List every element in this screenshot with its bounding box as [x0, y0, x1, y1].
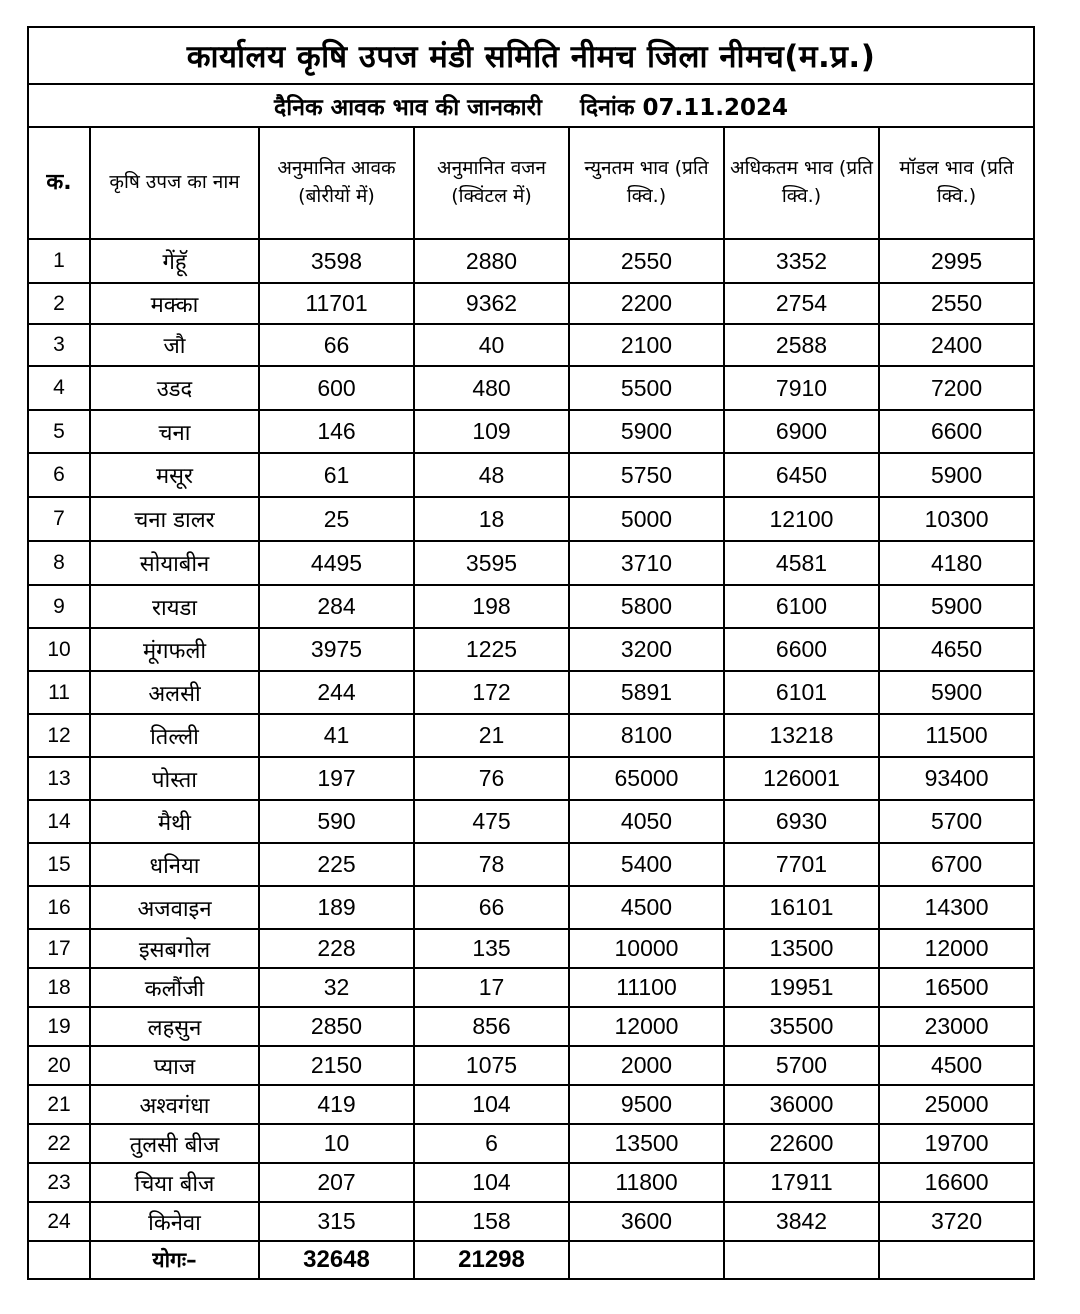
row-max-price: 2588: [724, 324, 879, 366]
row-arrival-bags: 11701: [259, 283, 414, 324]
table-row: [28, 410, 1034, 453]
column-header-min-price: न्युनतम भाव (प्रति क्वि.): [569, 127, 724, 239]
row-max-price: 6101: [724, 671, 879, 714]
row-crop-name: मक्का: [90, 283, 259, 324]
row-min-price: 2100: [569, 324, 724, 366]
row-modal-price: 6700: [879, 843, 1034, 886]
row-min-price: 4500: [569, 886, 724, 929]
row-max-price: 17911: [724, 1163, 879, 1202]
table-row: [28, 541, 1034, 585]
row-max-price: 36000: [724, 1085, 879, 1124]
row-max-price: 3352: [724, 239, 879, 283]
row-crop-name: उडद: [90, 366, 259, 410]
table-row: [28, 1085, 1034, 1124]
row-min-price: 13500: [569, 1124, 724, 1163]
row-modal-price: 16600: [879, 1163, 1034, 1202]
row-modal-price: 19700: [879, 1124, 1034, 1163]
row-crop-name: रायडा: [90, 585, 259, 628]
row-arrival-bags: 4495: [259, 541, 414, 585]
row-serial: 7: [28, 497, 90, 541]
row-crop-name: मसूर: [90, 453, 259, 497]
row-max-price: 13500: [724, 929, 879, 968]
table-row: [28, 714, 1034, 757]
row-serial: 13: [28, 757, 90, 800]
row-min-price: 5900: [569, 410, 724, 453]
row-min-price: 5500: [569, 366, 724, 410]
table-row: [28, 1124, 1034, 1163]
row-modal-price: 12000: [879, 929, 1034, 968]
row-min-price: 4050: [569, 800, 724, 843]
row-serial: 2: [28, 283, 90, 324]
row-serial: 21: [28, 1085, 90, 1124]
row-max-price: 126001: [724, 757, 879, 800]
table-row: [28, 453, 1034, 497]
row-modal-price: 10300: [879, 497, 1034, 541]
row-min-price: 11800: [569, 1163, 724, 1202]
table-row: [28, 497, 1034, 541]
row-arrival-bags: 197: [259, 757, 414, 800]
table-row: [28, 239, 1034, 283]
row-crop-name: गेंहूॅ: [90, 239, 259, 283]
row-arrival-bags: 41: [259, 714, 414, 757]
row-max-price: 19951: [724, 968, 879, 1007]
row-max-price: 6600: [724, 628, 879, 671]
row-crop-name: चिया बीज: [90, 1163, 259, 1202]
row-modal-price: 4180: [879, 541, 1034, 585]
row-arrival-bags: 225: [259, 843, 414, 886]
row-arrival-weight: 104: [414, 1085, 569, 1124]
table-row: [28, 324, 1034, 366]
row-min-price: 5891: [569, 671, 724, 714]
total-empty-cell: [879, 1241, 1034, 1279]
table-row: [28, 1163, 1034, 1202]
row-max-price: 12100: [724, 497, 879, 541]
row-serial: 12: [28, 714, 90, 757]
row-min-price: 3710: [569, 541, 724, 585]
row-max-price: 7910: [724, 366, 879, 410]
row-serial: 5: [28, 410, 90, 453]
row-max-price: 7701: [724, 843, 879, 886]
row-arrival-bags: 590: [259, 800, 414, 843]
row-crop-name: अजवाइन: [90, 886, 259, 929]
row-serial: 16: [28, 886, 90, 929]
table-row: [28, 1007, 1034, 1046]
row-modal-price: 4650: [879, 628, 1034, 671]
row-max-price: 13218: [724, 714, 879, 757]
row-max-price: 35500: [724, 1007, 879, 1046]
row-min-price: 2000: [569, 1046, 724, 1085]
row-crop-name: प्याज: [90, 1046, 259, 1085]
row-crop-name: तुलसी बीज: [90, 1124, 259, 1163]
row-arrival-weight: 475: [414, 800, 569, 843]
row-modal-price: 5900: [879, 453, 1034, 497]
row-modal-price: 93400: [879, 757, 1034, 800]
row-arrival-bags: 3975: [259, 628, 414, 671]
column-header-arrival-weight: अनुमानित वजन (क्विंटल में): [414, 127, 569, 239]
row-serial: 1: [28, 239, 90, 283]
row-arrival-bags: 315: [259, 1202, 414, 1241]
row-min-price: 5750: [569, 453, 724, 497]
row-arrival-weight: 40: [414, 324, 569, 366]
row-min-price: 65000: [569, 757, 724, 800]
row-min-price: 12000: [569, 1007, 724, 1046]
row-arrival-bags: 61: [259, 453, 414, 497]
row-serial: 4: [28, 366, 90, 410]
column-header-serial: क.: [28, 127, 90, 239]
row-crop-name: चना डालर: [90, 497, 259, 541]
mandi-rate-sheet: [27, 26, 1033, 1280]
row-modal-price: 5900: [879, 585, 1034, 628]
row-arrival-weight: 76: [414, 757, 569, 800]
row-min-price: 10000: [569, 929, 724, 968]
row-min-price: 9500: [569, 1085, 724, 1124]
row-min-price: 2550: [569, 239, 724, 283]
report-date: दिनांक 07.11.2024: [579, 94, 789, 121]
row-modal-price: 6600: [879, 410, 1034, 453]
table-row: [28, 929, 1034, 968]
row-arrival-weight: 9362: [414, 283, 569, 324]
row-min-price: 5800: [569, 585, 724, 628]
row-modal-price: 25000: [879, 1085, 1034, 1124]
row-serial: 15: [28, 843, 90, 886]
report-subtitle-label: दैनिक आवक भाव की जानकारी: [274, 94, 542, 121]
row-arrival-weight: 18: [414, 497, 569, 541]
row-arrival-bags: 2150: [259, 1046, 414, 1085]
row-max-price: 6900: [724, 410, 879, 453]
row-crop-name: अश्वगंधा: [90, 1085, 259, 1124]
total-empty-cell: [28, 1241, 90, 1279]
row-crop-name: जौ: [90, 324, 259, 366]
row-arrival-weight: 78: [414, 843, 569, 886]
row-arrival-bags: 146: [259, 410, 414, 453]
column-header-crop-name: कृषि उपज का नाम: [90, 127, 259, 239]
row-arrival-bags: 600: [259, 366, 414, 410]
row-max-price: 4581: [724, 541, 879, 585]
row-arrival-bags: 10: [259, 1124, 414, 1163]
row-serial: 11: [28, 671, 90, 714]
row-serial: 14: [28, 800, 90, 843]
row-serial: 9: [28, 585, 90, 628]
row-serial: 23: [28, 1163, 90, 1202]
row-arrival-weight: 21: [414, 714, 569, 757]
table-row: [28, 757, 1034, 800]
row-min-price: 3600: [569, 1202, 724, 1241]
row-modal-price: 5700: [879, 800, 1034, 843]
table-row: [28, 283, 1034, 324]
table-row: [28, 585, 1034, 628]
row-crop-name: धनिया: [90, 843, 259, 886]
table-row: [28, 843, 1034, 886]
total-empty-cell: [569, 1241, 724, 1279]
row-arrival-weight: 856: [414, 1007, 569, 1046]
total-row: [28, 1241, 1034, 1279]
row-arrival-weight: 158: [414, 1202, 569, 1241]
table-row: [28, 1202, 1034, 1241]
row-serial: 19: [28, 1007, 90, 1046]
row-max-price: 2754: [724, 283, 879, 324]
row-modal-price: 4500: [879, 1046, 1034, 1085]
row-crop-name: चना: [90, 410, 259, 453]
row-modal-price: 5900: [879, 671, 1034, 714]
row-modal-price: 23000: [879, 1007, 1034, 1046]
table-row: [28, 366, 1034, 410]
row-max-price: 16101: [724, 886, 879, 929]
column-header-row: [28, 127, 1034, 239]
row-modal-price: 2550: [879, 283, 1034, 324]
row-arrival-weight: 6: [414, 1124, 569, 1163]
row-min-price: 8100: [569, 714, 724, 757]
row-arrival-bags: 3598: [259, 239, 414, 283]
row-min-price: 11100: [569, 968, 724, 1007]
row-crop-name: मूंगफली: [90, 628, 259, 671]
row-crop-name: अलसी: [90, 671, 259, 714]
row-arrival-weight: 2880: [414, 239, 569, 283]
row-min-price: 5400: [569, 843, 724, 886]
row-min-price: 5000: [569, 497, 724, 541]
row-serial: 17: [28, 929, 90, 968]
row-max-price: 3842: [724, 1202, 879, 1241]
table-row: [28, 886, 1034, 929]
total-weight: 21298: [414, 1241, 569, 1279]
row-min-price: 2200: [569, 283, 724, 324]
row-modal-price: 2400: [879, 324, 1034, 366]
table-row: [28, 628, 1034, 671]
row-arrival-bags: 32: [259, 968, 414, 1007]
column-header-arrival-bags: अनुमानित आवक (बोरीयों में): [259, 127, 414, 239]
row-arrival-weight: 172: [414, 671, 569, 714]
row-max-price: 22600: [724, 1124, 879, 1163]
table-row: [28, 800, 1034, 843]
row-serial: 22: [28, 1124, 90, 1163]
row-modal-price: 3720: [879, 1202, 1034, 1241]
daily-arrival-table: [27, 26, 1035, 1280]
row-modal-price: 7200: [879, 366, 1034, 410]
row-crop-name: कलौंजी: [90, 968, 259, 1007]
row-modal-price: 11500: [879, 714, 1034, 757]
row-arrival-bags: 228: [259, 929, 414, 968]
row-arrival-weight: 135: [414, 929, 569, 968]
row-crop-name: तिल्ली: [90, 714, 259, 757]
row-crop-name: सोयाबीन: [90, 541, 259, 585]
row-max-price: 6450: [724, 453, 879, 497]
page-title: कार्यालय कृषि उपज मंडी समिति नीमच जिला नीमच(म.प्र.): [28, 27, 1034, 84]
row-arrival-weight: 1075: [414, 1046, 569, 1085]
row-arrival-weight: 48: [414, 453, 569, 497]
row-serial: 20: [28, 1046, 90, 1085]
row-crop-name: किनेवा: [90, 1202, 259, 1241]
total-bags: 32648: [259, 1241, 414, 1279]
row-arrival-bags: 284: [259, 585, 414, 628]
table-row: [28, 1046, 1034, 1085]
column-header-max-price: अधिकतम भाव (प्रति क्वि.): [724, 127, 879, 239]
row-arrival-weight: 17: [414, 968, 569, 1007]
row-arrival-weight: 198: [414, 585, 569, 628]
row-serial: 10: [28, 628, 90, 671]
row-arrival-weight: 480: [414, 366, 569, 410]
row-arrival-bags: 207: [259, 1163, 414, 1202]
row-modal-price: 16500: [879, 968, 1034, 1007]
row-arrival-weight: 104: [414, 1163, 569, 1202]
report-subtitle: [28, 84, 1034, 127]
row-modal-price: 2995: [879, 239, 1034, 283]
row-arrival-weight: 109: [414, 410, 569, 453]
row-arrival-weight: 66: [414, 886, 569, 929]
row-crop-name: इसबगोल: [90, 929, 259, 968]
row-arrival-bags: 66: [259, 324, 414, 366]
row-arrival-bags: 2850: [259, 1007, 414, 1046]
row-serial: 3: [28, 324, 90, 366]
row-serial: 18: [28, 968, 90, 1007]
row-arrival-weight: 1225: [414, 628, 569, 671]
table-row: [28, 671, 1034, 714]
row-arrival-bags: 244: [259, 671, 414, 714]
row-modal-price: 14300: [879, 886, 1034, 929]
row-arrival-bags: 25: [259, 497, 414, 541]
row-serial: 6: [28, 453, 90, 497]
row-max-price: 5700: [724, 1046, 879, 1085]
row-crop-name: पोस्ता: [90, 757, 259, 800]
row-arrival-bags: 419: [259, 1085, 414, 1124]
table-body: [28, 239, 1034, 1241]
row-crop-name: लहसुन: [90, 1007, 259, 1046]
row-crop-name: मैथी: [90, 800, 259, 843]
row-max-price: 6930: [724, 800, 879, 843]
total-label: योगः–: [90, 1241, 259, 1279]
row-serial: 24: [28, 1202, 90, 1241]
row-serial: 8: [28, 541, 90, 585]
column-header-modal-price: मॉडल भाव (प्रति क्वि.): [879, 127, 1034, 239]
row-arrival-weight: 3595: [414, 541, 569, 585]
row-min-price: 3200: [569, 628, 724, 671]
total-empty-cell: [724, 1241, 879, 1279]
row-arrival-bags: 189: [259, 886, 414, 929]
table-row: [28, 968, 1034, 1007]
row-max-price: 6100: [724, 585, 879, 628]
